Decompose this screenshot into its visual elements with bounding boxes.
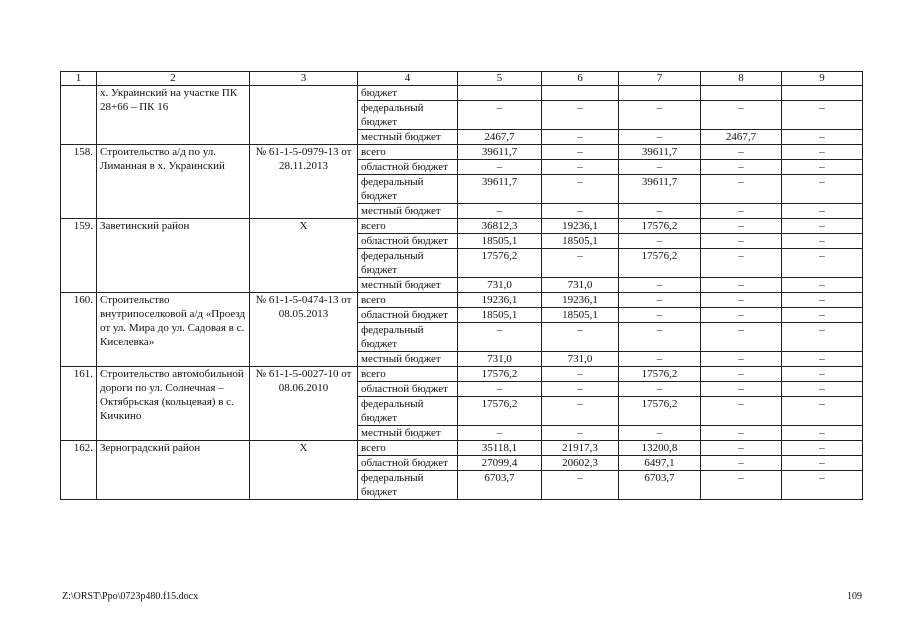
row-number: 161. — [61, 367, 97, 441]
funding-source: федеральный бюджет — [358, 249, 458, 278]
amount-cell: – — [619, 160, 701, 175]
amount-cell: – — [701, 234, 782, 249]
object-name: Зерноградский район — [97, 441, 250, 500]
amount-cell: 19236,1 — [542, 219, 619, 234]
amount-cell: 17576,2 — [458, 397, 542, 426]
amount-cell: – — [782, 441, 863, 456]
amount-cell: – — [782, 382, 863, 397]
amount-cell: – — [782, 293, 863, 308]
amount-cell: – — [619, 323, 701, 352]
amount-cell: 39611,7 — [458, 145, 542, 160]
funding-source: областной бюджет — [358, 160, 458, 175]
amount-cell: 20602,3 — [542, 456, 619, 471]
amount-cell — [701, 86, 782, 101]
amount-cell: – — [542, 160, 619, 175]
amount-cell: – — [542, 323, 619, 352]
amount-cell: 731,0 — [542, 352, 619, 367]
funding-source: местный бюджет — [358, 278, 458, 293]
amount-cell: 17576,2 — [619, 397, 701, 426]
funding-source: всего — [358, 441, 458, 456]
amount-cell: – — [458, 382, 542, 397]
funding-source: всего — [358, 145, 458, 160]
object-name: х. Украинский на участке ПК 28+66 – ПК 16 — [97, 86, 250, 145]
amount-cell: – — [619, 426, 701, 441]
amount-cell: 731,0 — [542, 278, 619, 293]
amount-cell: – — [701, 145, 782, 160]
document-number: № 61-1-5-0979-13 от 28.11.2013 — [250, 145, 358, 219]
amount-cell: – — [782, 456, 863, 471]
document-number — [250, 86, 358, 145]
amount-cell: 17576,2 — [619, 367, 701, 382]
table-row — [61, 145, 863, 160]
amount-cell: 6703,7 — [458, 471, 542, 500]
table-body — [61, 86, 863, 500]
column-header: 2 — [97, 72, 250, 86]
funding-source: федеральный бюджет — [358, 101, 458, 130]
amount-cell: – — [701, 441, 782, 456]
document-number: № 61-1-5-0027-10 от 08.06.2010 — [250, 367, 358, 441]
row-number: 158. — [61, 145, 97, 219]
amount-cell: – — [619, 293, 701, 308]
amount-cell: – — [782, 101, 863, 130]
row-number — [61, 86, 97, 145]
funding-source: всего — [358, 367, 458, 382]
amount-cell: 17576,2 — [619, 249, 701, 278]
amount-cell: – — [782, 145, 863, 160]
column-header: 4 — [358, 72, 458, 86]
amount-cell: – — [542, 175, 619, 204]
column-header: 3 — [250, 72, 358, 86]
amount-cell — [458, 86, 542, 101]
funding-source: областной бюджет — [358, 234, 458, 249]
amount-cell: 39611,7 — [619, 175, 701, 204]
amount-cell: – — [701, 367, 782, 382]
amount-cell: – — [542, 101, 619, 130]
amount-cell: – — [701, 308, 782, 323]
table-row — [61, 367, 863, 382]
amount-cell: 18505,1 — [458, 234, 542, 249]
amount-cell: 18505,1 — [458, 308, 542, 323]
funding-source: федеральный бюджет — [358, 323, 458, 352]
amount-cell: – — [701, 204, 782, 219]
amount-cell: – — [458, 204, 542, 219]
funding-source: федеральный бюджет — [358, 471, 458, 500]
row-number: 159. — [61, 219, 97, 293]
amount-cell: – — [542, 367, 619, 382]
funding-source: областной бюджет — [358, 382, 458, 397]
column-header: 9 — [782, 72, 863, 86]
amount-cell: – — [458, 160, 542, 175]
amount-cell: 36812,3 — [458, 219, 542, 234]
amount-cell: 17576,2 — [619, 219, 701, 234]
amount-cell: 21917,3 — [542, 441, 619, 456]
amount-cell: – — [701, 219, 782, 234]
funding-source: бюджет — [358, 86, 458, 101]
row-number: 162. — [61, 441, 97, 500]
amount-cell — [619, 86, 701, 101]
amount-cell: – — [782, 278, 863, 293]
funding-source: местный бюджет — [358, 426, 458, 441]
column-header: 8 — [701, 72, 782, 86]
funding-source: федеральный бюджет — [358, 175, 458, 204]
amount-cell: – — [782, 323, 863, 352]
funding-source: всего — [358, 293, 458, 308]
column-header: 6 — [542, 72, 619, 86]
table-row — [61, 219, 863, 234]
amount-cell: – — [782, 175, 863, 204]
amount-cell: – — [782, 160, 863, 175]
amount-cell: – — [619, 204, 701, 219]
amount-cell: 35118,1 — [458, 441, 542, 456]
amount-cell: 39611,7 — [619, 145, 701, 160]
amount-cell: – — [458, 101, 542, 130]
amount-cell: – — [458, 426, 542, 441]
amount-cell: – — [701, 249, 782, 278]
column-header: 5 — [458, 72, 542, 86]
amount-cell: 18505,1 — [542, 234, 619, 249]
row-number: 160. — [61, 293, 97, 367]
amount-cell: – — [701, 352, 782, 367]
amount-cell: – — [542, 397, 619, 426]
table-row — [61, 86, 863, 101]
funding-source: всего — [358, 219, 458, 234]
amount-cell: – — [619, 382, 701, 397]
header-row — [61, 72, 863, 86]
funding-source: местный бюджет — [358, 352, 458, 367]
footer-page-number: 109 — [847, 591, 862, 602]
amount-cell: – — [782, 397, 863, 426]
amount-cell: – — [619, 352, 701, 367]
amount-cell: 731,0 — [458, 278, 542, 293]
funding-source: областной бюджет — [358, 456, 458, 471]
object-name: Заветинский район — [97, 219, 250, 293]
amount-cell: – — [542, 130, 619, 145]
budget-table — [60, 71, 863, 500]
amount-cell: – — [701, 175, 782, 204]
funding-source: местный бюджет — [358, 130, 458, 145]
amount-cell: 731,0 — [458, 352, 542, 367]
column-header: 7 — [619, 72, 701, 86]
funding-source: федеральный бюджет — [358, 397, 458, 426]
amount-cell — [782, 86, 863, 101]
amount-cell — [542, 86, 619, 101]
object-name: Строительство автомобильной дороги по ул. Солнечная – Октябрьская (кольцевая) в с. Кичкино — [97, 367, 250, 441]
amount-cell: – — [701, 101, 782, 130]
amount-cell: – — [619, 308, 701, 323]
column-header: 1 — [61, 72, 97, 86]
amount-cell: – — [782, 426, 863, 441]
amount-cell: 39611,7 — [458, 175, 542, 204]
footer-file-path: Z:\ORST\Ppo\0723p480.f15.docx — [62, 591, 199, 602]
amount-cell: – — [782, 471, 863, 500]
amount-cell: 6497,1 — [619, 456, 701, 471]
amount-cell: – — [701, 471, 782, 500]
amount-cell: 19236,1 — [458, 293, 542, 308]
amount-cell: 2467,7 — [458, 130, 542, 145]
amount-cell: – — [542, 382, 619, 397]
amount-cell: – — [542, 471, 619, 500]
amount-cell: 18505,1 — [542, 308, 619, 323]
amount-cell: – — [701, 382, 782, 397]
amount-cell: – — [619, 278, 701, 293]
amount-cell: – — [619, 101, 701, 130]
amount-cell: – — [458, 323, 542, 352]
amount-cell: 27099,4 — [458, 456, 542, 471]
amount-cell: 6703,7 — [619, 471, 701, 500]
funding-source: местный бюджет — [358, 204, 458, 219]
amount-cell: – — [782, 249, 863, 278]
amount-cell: – — [701, 278, 782, 293]
funding-source: областной бюджет — [358, 308, 458, 323]
table-row — [61, 293, 863, 308]
amount-cell: – — [701, 397, 782, 426]
amount-cell: – — [701, 160, 782, 175]
object-name: Строительство внутрипоселковой а/д «Проезд от ул. Мира до ул. Садовая в с. Киселевка» — [97, 293, 250, 367]
amount-cell: – — [701, 456, 782, 471]
document-number: Х — [250, 219, 358, 293]
amount-cell: 19236,1 — [542, 293, 619, 308]
object-name: Строительство а/д по ул. Лиманная в х. Украинский — [97, 145, 250, 219]
amount-cell: – — [619, 130, 701, 145]
amount-cell: – — [542, 426, 619, 441]
amount-cell: 13200,8 — [619, 441, 701, 456]
amount-cell: 2467,7 — [701, 130, 782, 145]
amount-cell: 17576,2 — [458, 367, 542, 382]
amount-cell: – — [701, 323, 782, 352]
amount-cell: – — [542, 145, 619, 160]
amount-cell: – — [782, 219, 863, 234]
amount-cell: – — [701, 426, 782, 441]
amount-cell: – — [782, 367, 863, 382]
document-number: Х — [250, 441, 358, 500]
amount-cell: – — [701, 293, 782, 308]
document-number: № 61-1-5-0474-13 от 08.05.2013 — [250, 293, 358, 367]
amount-cell: – — [782, 352, 863, 367]
amount-cell: – — [619, 234, 701, 249]
amount-cell: – — [542, 204, 619, 219]
amount-cell: – — [782, 234, 863, 249]
amount-cell: – — [782, 204, 863, 219]
table-row — [61, 441, 863, 456]
amount-cell: – — [782, 130, 863, 145]
amount-cell: 17576,2 — [458, 249, 542, 278]
amount-cell: – — [782, 308, 863, 323]
amount-cell: – — [542, 249, 619, 278]
